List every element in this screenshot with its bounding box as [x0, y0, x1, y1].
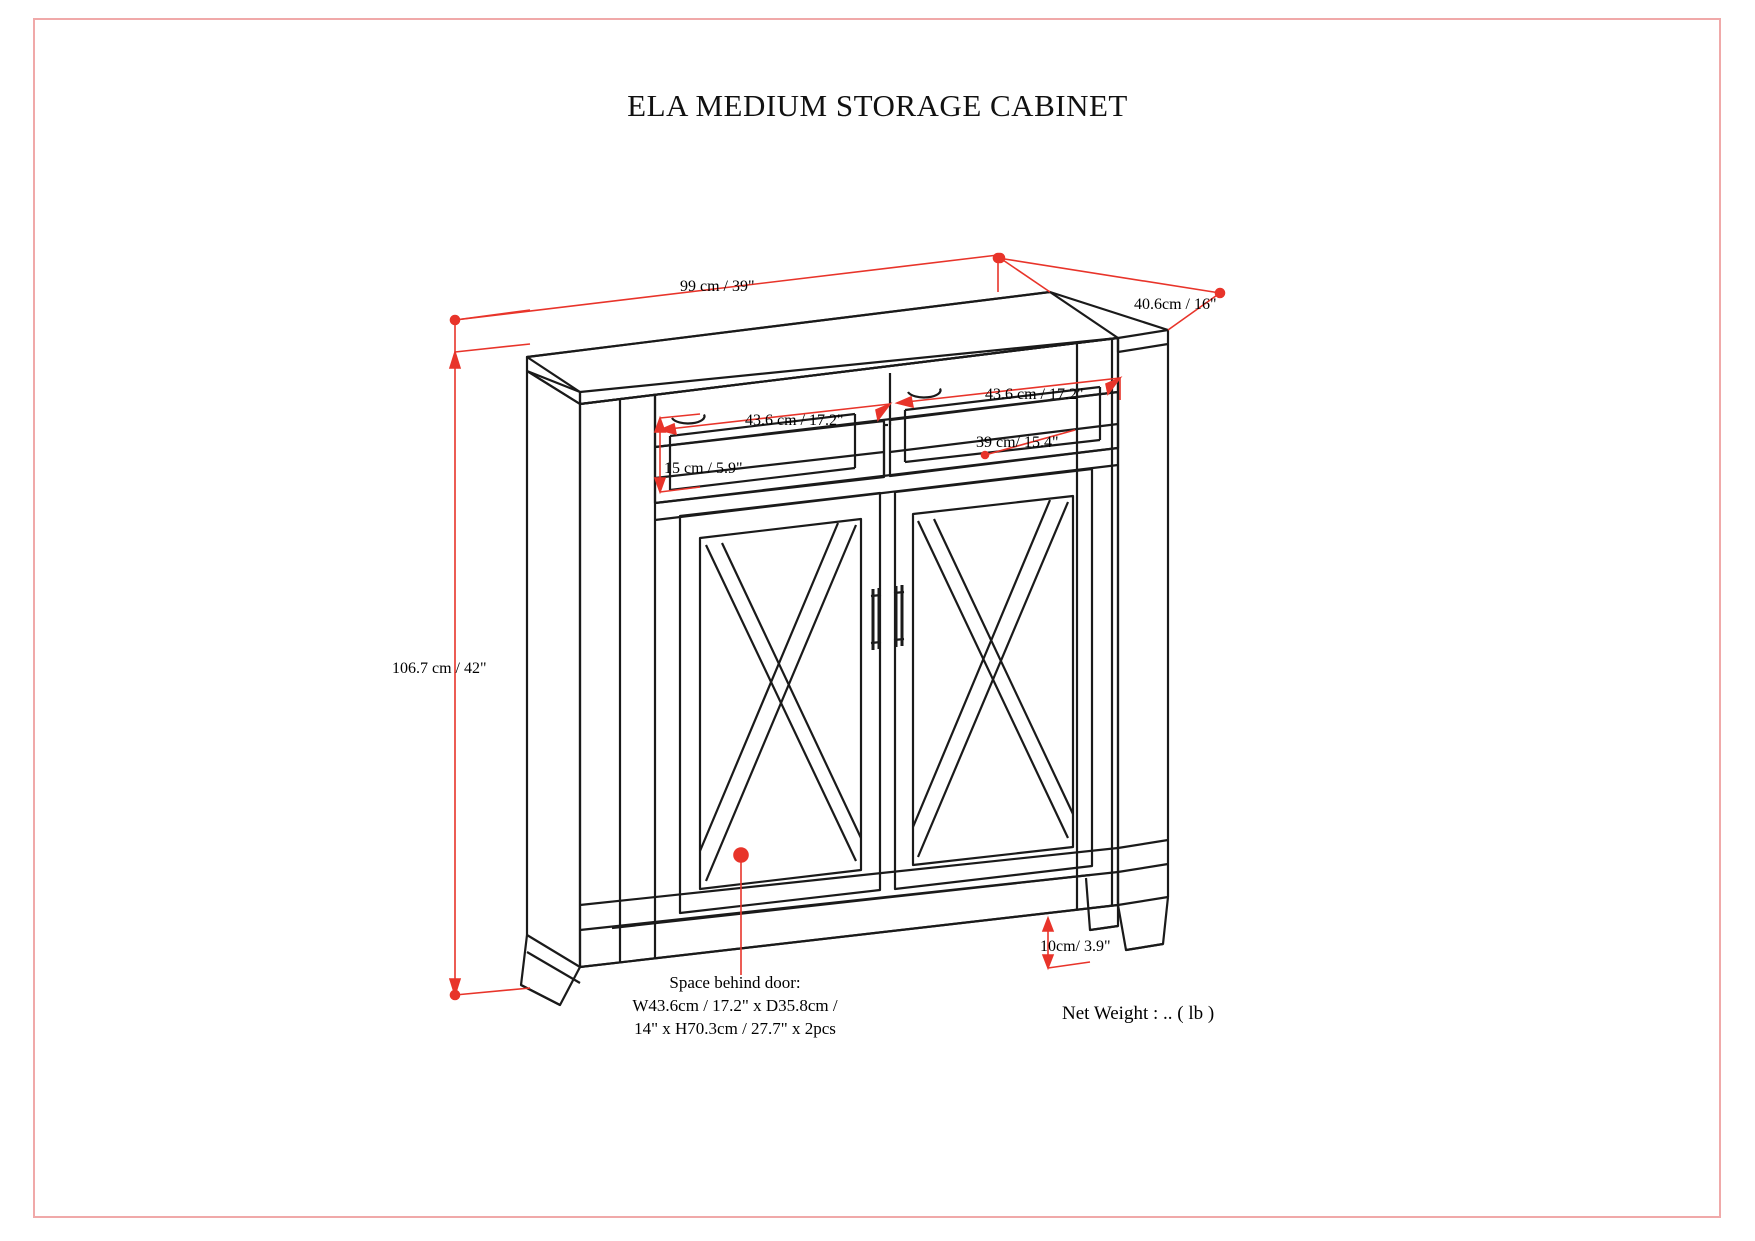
- page-title: ELA MEDIUM STORAGE CABINET: [627, 88, 1128, 123]
- note-line-3: 14" x H70.3cm / 27.7" x 2pcs: [634, 1018, 836, 1038]
- note-space-behind-door: [632, 972, 837, 1041]
- dimension-drawer-left: 43.6 cm / 17.2": [745, 412, 844, 429]
- note-line-1: Space behind door:: [669, 973, 801, 992]
- dimension-leg-height: 10cm/ 3.9": [1040, 938, 1111, 955]
- dimension-width-top: 99 cm / 39": [680, 278, 755, 295]
- dimension-drawer-right: 43.6 cm / 17.2": [985, 386, 1084, 403]
- note-line-2: W43.6cm / 17.2" x D35.8cm /: [632, 995, 838, 1015]
- net-weight-label: Net Weight : .. ( lb ): [1062, 1003, 1215, 1024]
- dimension-total-height: 106.7 cm / 42": [392, 660, 487, 677]
- dimension-interior-depth: 39 cm/ 15.4": [976, 434, 1059, 451]
- dimension-drawer-height: 15 cm / 5.9": [664, 460, 743, 477]
- dimension-depth-top: 40.6cm / 16": [1134, 296, 1217, 313]
